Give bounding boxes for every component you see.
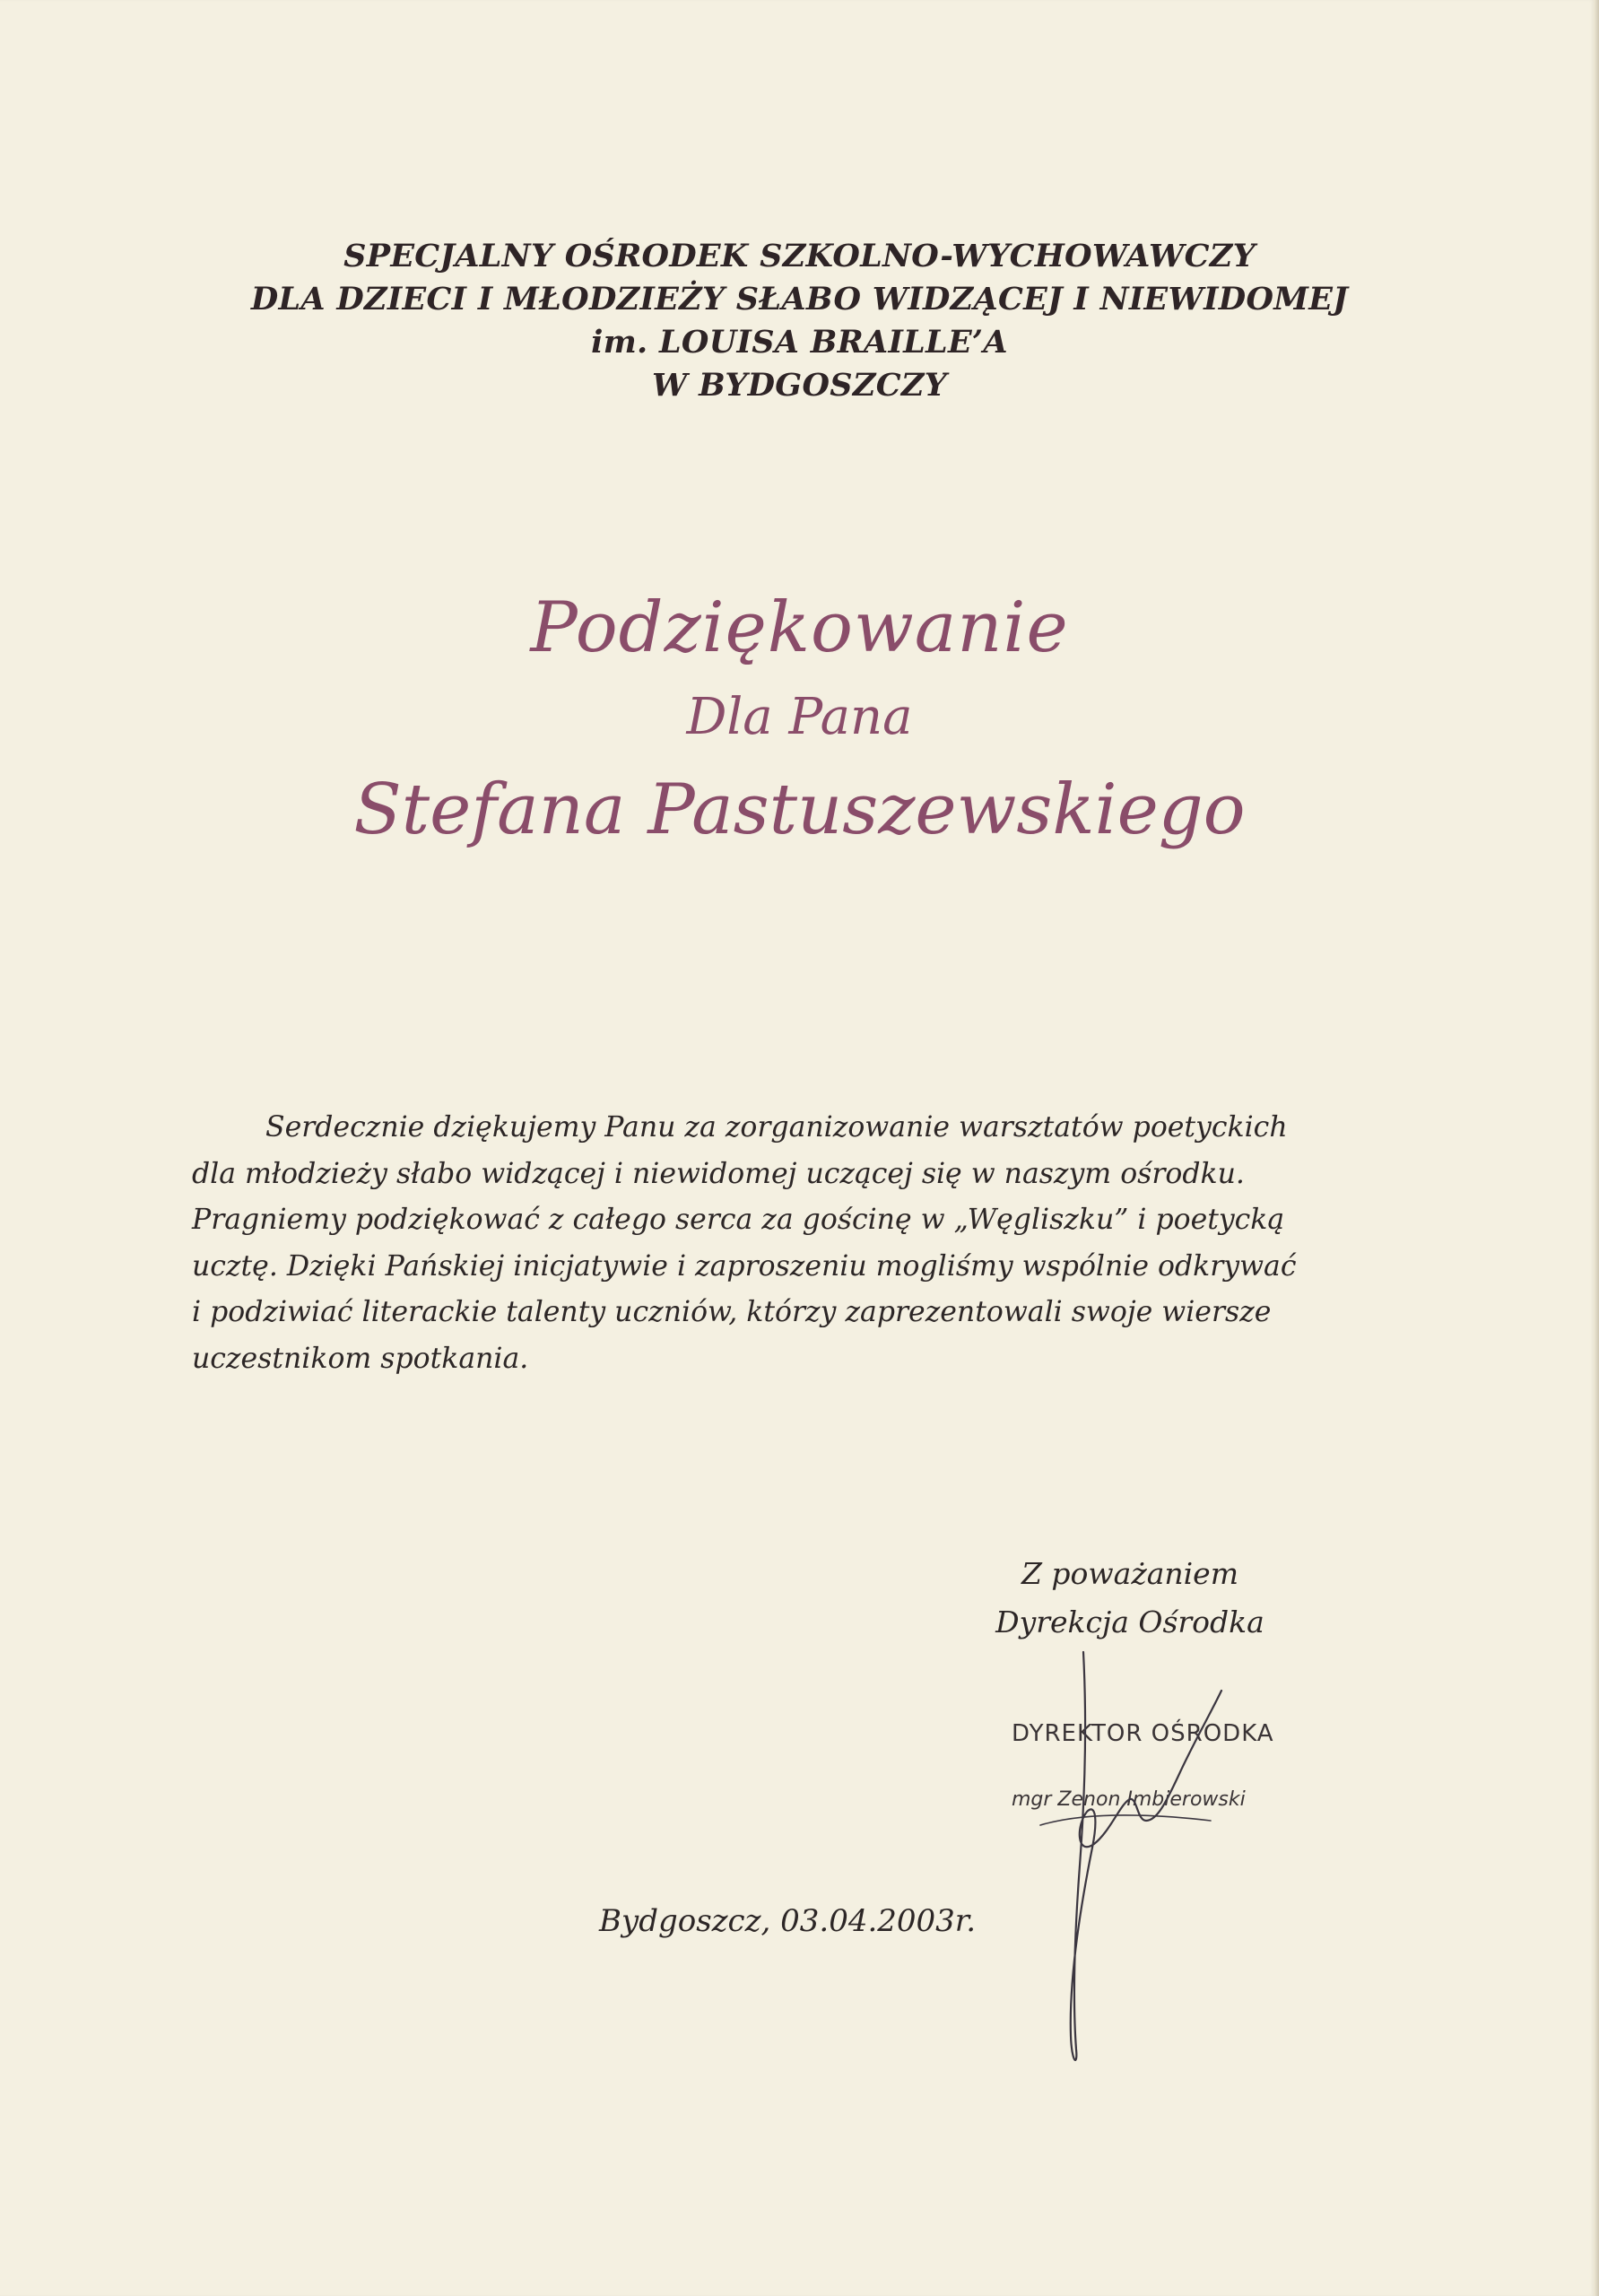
header-line-1: SPECJALNY OŚRODEK SZKOLNO-WYCHOWAWCZY: [343, 238, 1256, 274]
body-line: dla młodzieży słabo widzącej i niewidomej uczącej się w naszym ośrodku.: [192, 1157, 1245, 1190]
addressee-salutation: Dla Pana: [686, 688, 913, 746]
body-line: Pragniemy podziękować z całego serca za gościnę w „Węgliszku” i poetycką: [192, 1204, 1285, 1236]
body-line: ucztę. Dzięki Pańskiej inicjatywie i zaproszeniu mogliśmy wspólnie odkrywać: [192, 1249, 1297, 1283]
body-line: Serdecznie dziękujemy Panu za zorganizowanie warsztatów poetyckich: [265, 1111, 1288, 1144]
closing-block: [951, 1550, 1309, 1647]
body-paragraph: [192, 1105, 1447, 1382]
honoree-name: Stefana Pastuszewskiego: [353, 770, 1246, 850]
title-block: [0, 583, 1599, 859]
stamp-name: mgr Zenon Imbierowski: [1012, 1788, 1246, 1811]
document-title: Podziękowanie: [530, 587, 1069, 668]
closing-signatory: Dyrekcja Ośrodka: [995, 1605, 1264, 1639]
handwritten-signature: [986, 1641, 1291, 2072]
header-line-4: W BYDGOSZCZY: [652, 367, 947, 404]
header-line-3: im. LOUISA BRAILLE’A: [591, 324, 1008, 361]
institution-header: [0, 235, 1599, 407]
header-line-2: DLA DZIECI I MŁODZIEŻY SŁABO WIDZĄCEJ I NIEWIDOMEJ: [250, 281, 1349, 317]
closing-greeting: Z poważaniem: [1021, 1556, 1239, 1591]
issue-date: Bydgoszcz, 03.04.2003r.: [599, 1903, 977, 1939]
body-line: i podziwiać literackie talenty uczniów, którzy zaprezentowali swoje wiersze: [192, 1296, 1272, 1328]
stamp-title: DYREKTOR OŚRODKA: [1012, 1720, 1274, 1747]
body-line: uczestnikom spotkania.: [192, 1342, 529, 1375]
